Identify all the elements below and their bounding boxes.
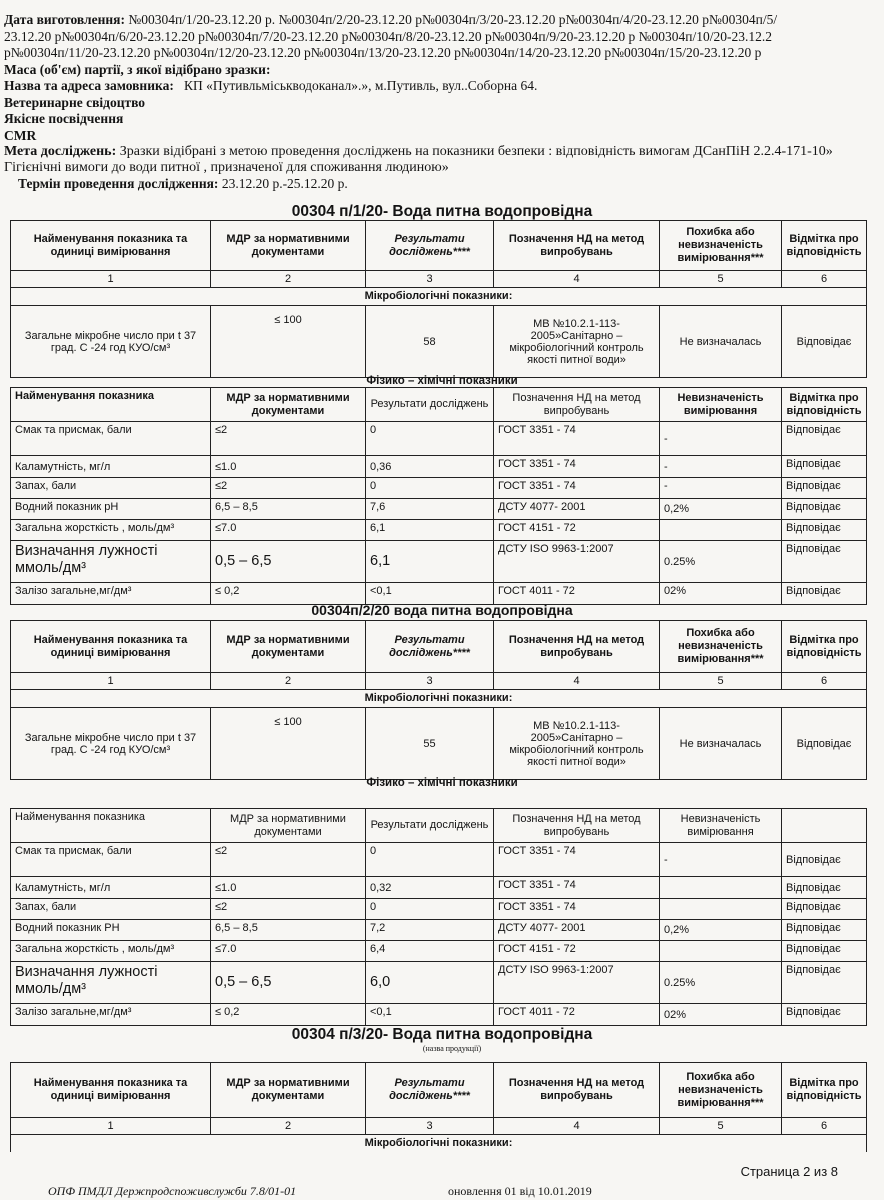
micro-result: 58: [366, 306, 494, 378]
footer-form-code: ОПФ ПМДЛ Держпродспоживслужби 7.8/01-01: [48, 1184, 297, 1198]
micro-nd: МВ №10.2.1-113-2005»Санітарно – мікробіологічний контроль якості питної води»: [494, 306, 660, 378]
term-label: Термін проведення дослідження:: [18, 176, 219, 191]
table-row-result: 6,4: [366, 941, 494, 962]
col-name-header: Найменування показника та одиниці вимірювання: [11, 221, 211, 271]
goal-value: Зразки відібрані з метою проведення досліджень на показники безпеки : відповідність вимогам ДСанПіН 2.2.4-171-10» Гігієнічні вимоги до води питної , призначеної для споживання людиною»: [4, 144, 833, 175]
manufacture-date-value-1: №00304п/1/20-23.12.20 р. №00304п/2/20-23.12.20 р№00304п/3/20-23.12.20 р№00304п/4/20-23.12.20 р№00304п/5/: [128, 12, 778, 27]
manufacture-date-label: Дата виготовлення:: [4, 12, 125, 27]
micro-name: Загальне мікробне число при t 37 град. С -24 год КУО/см³: [11, 306, 211, 378]
table-row-nd: ГОСТ 3351 - 74: [494, 843, 660, 877]
table-row-name: Залізо загальне,мг/дм³: [11, 583, 211, 605]
table-row-name: Каламутність, мг/л: [11, 877, 211, 899]
col-nd-header: Позначення НД на метод випробувань: [494, 1063, 660, 1118]
table-row-name: Водний показник рН: [11, 499, 211, 520]
table-row-nd: ГОСТ 3351 - 74: [494, 877, 660, 899]
section-1-title: 00304 п/1/20- Вода питна водопровідна: [291, 203, 593, 220]
goal-label: Мета досліджень:: [4, 144, 117, 159]
col-number: 3: [366, 1118, 494, 1135]
col-mark-header: [782, 809, 867, 843]
table-row-result: 0: [366, 843, 494, 877]
col-name-header: Найменування показника: [11, 388, 211, 422]
table-row-error: -: [660, 843, 782, 877]
table-row-nd: ГОСТ 3351 - 74: [494, 899, 660, 920]
micro-subheader: Мікробіологічні показники:: [11, 690, 867, 708]
section-3-micro-table: [10, 1062, 866, 1152]
customer-value: КП «Путивльміськводоканал».», м.Путивль, вул..Соборна 64.: [183, 78, 538, 93]
table-row-result: 6,1: [366, 520, 494, 541]
micro-mark: Відповідає: [782, 708, 867, 780]
col-number: 5: [660, 1118, 782, 1135]
table-row-name: Залізо загальне,мг/дм³: [11, 1004, 211, 1026]
table-row-error: [660, 520, 782, 541]
table-row-nd: ДСТУ 4077- 2001: [494, 499, 660, 520]
col-error-header: Невизначеність вимірювання: [660, 809, 782, 843]
col-mark-header: Відмітка про відповідність: [782, 388, 867, 422]
term-value: 23.12.20 р.-25.12.20 р.: [221, 176, 348, 191]
table-row-name: Запах, бали: [11, 899, 211, 920]
table-row-name: Визначання лужності ммоль/дм³: [11, 541, 211, 583]
table-row-result: 0,32: [366, 877, 494, 899]
section-3-subtitle: (назва продукції): [422, 1044, 482, 1053]
batch-mass-label: Маса (об'єм) партії, з якої відібрано зразки:: [4, 61, 271, 77]
table-row-error: 02%: [660, 1004, 782, 1026]
section-1-phys-table: [10, 387, 866, 605]
section-2-micro-table: [10, 620, 866, 780]
manufacture-date-value-2: 23.12.20 р№00304п/6/20-23.12.20 р№00304п/7/20-23.12.20 р№00304п/8/20-23.12.20 р№00304п/9/20-23.12.20 р №00304п/10/20-23.12.2: [4, 28, 773, 44]
col-number: 5: [660, 673, 782, 690]
col-result-header: Результати досліджень: [366, 809, 494, 843]
col-error-header: Похибка або невизначеність вимірювання***: [660, 621, 782, 673]
col-number: 3: [366, 673, 494, 690]
table-row-mdr: 6,5 – 8,5: [211, 499, 366, 520]
section-2-phys-title: Фізико – хімічні показники: [366, 777, 518, 789]
table-row-mark: Відповідає: [782, 920, 867, 941]
col-nd-header: Позначення НД на метод випробувань: [494, 388, 660, 422]
table-row-mdr: ≤2: [211, 478, 366, 499]
table-row-error: 0.25%: [660, 541, 782, 583]
col-name-header: Найменування показника: [11, 809, 211, 843]
col-number: 3: [366, 271, 494, 288]
col-number: 2: [211, 1118, 366, 1135]
table-row-nd: ДСТУ ISO 9963-1:2007: [494, 541, 660, 583]
table-row-mdr: ≤1.0: [211, 456, 366, 478]
table-row-mark: Відповідає: [782, 962, 867, 1004]
table-row-result: <0,1: [366, 1004, 494, 1026]
section-2-title: 00304п/2/20 вода питна водопровідна: [311, 602, 573, 618]
col-number: 1: [11, 271, 211, 288]
table-row-nd: ГОСТ 4011 - 72: [494, 583, 660, 605]
col-error-header: Невизначеність вимірювання: [660, 388, 782, 422]
col-mark-header: Відмітка про відповідність: [782, 1063, 867, 1118]
table-row-result: 7,2: [366, 920, 494, 941]
col-mdr-header: МДР за нормативними документами: [211, 809, 366, 843]
footer-update: оновлення 01 від 10.01.2019: [448, 1184, 592, 1198]
col-number: 4: [494, 673, 660, 690]
table-row-error: [660, 899, 782, 920]
table-row-mark: Відповідає: [782, 843, 867, 877]
table-row-nd: ДСТУ 4077- 2001: [494, 920, 660, 941]
col-mdr-header: МДР за нормативними документами: [211, 388, 366, 422]
table-row-mdr: 0,5 – 6,5: [211, 541, 366, 583]
table-row-mark: Відповідає: [782, 1004, 867, 1026]
col-nd-header: Позначення НД на метод випробувань: [494, 621, 660, 673]
col-error-header: Похибка або невизначеність вимірювання***: [660, 1063, 782, 1118]
table-row-mark: Відповідає: [782, 478, 867, 499]
table-row-error: [660, 941, 782, 962]
table-row-result: 0: [366, 478, 494, 499]
col-mdr-header: МДР за нормативними документами: [211, 221, 366, 271]
table-row-mdr: ≤2: [211, 422, 366, 456]
col-result-header: Результати досліджень****: [366, 1063, 494, 1118]
cmr-label: CMR: [4, 127, 37, 143]
table-row-mdr: ≤7.0: [211, 941, 366, 962]
col-mdr-header: МДР за нормативними документами: [211, 621, 366, 673]
table-row-mark: Відповідає: [782, 520, 867, 541]
table-row-error: 0,2%: [660, 499, 782, 520]
table-row-mdr: ≤7.0: [211, 520, 366, 541]
col-number: 1: [11, 1118, 211, 1135]
col-number: 4: [494, 1118, 660, 1135]
table-row-error: -: [660, 422, 782, 456]
table-row-mdr: ≤1.0: [211, 877, 366, 899]
table-row-error: 0.25%: [660, 962, 782, 1004]
table-row-error: 0,2%: [660, 920, 782, 941]
manufacture-date-value-3: р№00304п/11/20-23.12.20 р№00304п/12/20-23.12.20 р№00304п/13/20-23.12.20 р№00304п/14/20-23.12.20 р№00304п/15/20-23.12.20 р: [4, 45, 762, 60]
table-row-nd: ГОСТ 4011 - 72: [494, 1004, 660, 1026]
table-row-name: Загальна жорсткість , моль/дм³: [11, 520, 211, 541]
document-header: [4, 12, 882, 193]
table-row-name: Загальна жорсткість , моль/дм³: [11, 941, 211, 962]
table-row-mark: Відповідає: [782, 541, 867, 583]
table-row-error: -: [660, 456, 782, 478]
col-number: 2: [211, 673, 366, 690]
table-row-nd: ГОСТ 4151 - 72: [494, 520, 660, 541]
micro-mark: Відповідає: [782, 306, 867, 378]
section-3-title: 00304 п/3/20- Вода питна водопровідна: [291, 1026, 593, 1043]
table-row-name: Водний показник РН: [11, 920, 211, 941]
col-number: 6: [782, 271, 867, 288]
table-row-mark: Відповідає: [782, 422, 867, 456]
customer-label: Назва та адреса замовника:: [4, 78, 174, 93]
table-row-result: 6,0: [366, 962, 494, 1004]
col-error-header: Похибка або невизначеність вимірювання***: [660, 221, 782, 271]
col-number: 6: [782, 1118, 867, 1135]
micro-error: Не визначалась: [660, 306, 782, 378]
col-number: 4: [494, 271, 660, 288]
col-nd-header: Позначення НД на метод випробувань: [494, 809, 660, 843]
micro-error: Не визначалась: [660, 708, 782, 780]
col-name-header: Найменування показника та одиниці вимірювання: [11, 621, 211, 673]
col-number: 2: [211, 271, 366, 288]
table-row-name: Запах, бали: [11, 478, 211, 499]
table-row-result: 0: [366, 422, 494, 456]
col-number: 1: [11, 673, 211, 690]
section-1-micro-table: [10, 220, 866, 378]
table-row-mdr: ≤2: [211, 843, 366, 877]
table-row-nd: ГОСТ 3351 - 74: [494, 456, 660, 478]
vet-certificate-label: Ветеринарне свідоцтво: [4, 94, 146, 110]
micro-nd: МВ №10.2.1-113-2005»Санітарно – мікробіологічний контроль якості питної води»: [494, 708, 660, 780]
col-mdr-header: МДР за нормативними документами: [211, 1063, 366, 1118]
table-row-name: Каламутність, мг/л: [11, 456, 211, 478]
section-2-phys-table: [10, 808, 866, 1026]
table-row-mdr: ≤2: [211, 899, 366, 920]
table-row-error: -: [660, 478, 782, 499]
table-row-nd: ДСТУ ISO 9963-1:2007: [494, 962, 660, 1004]
table-row-result: <0,1: [366, 583, 494, 605]
col-mark-header: Відмітка про відповідність: [782, 221, 867, 271]
table-row-mdr: 6,5 – 8,5: [211, 920, 366, 941]
table-row-mark: Відповідає: [782, 877, 867, 899]
table-row-error: 02%: [660, 583, 782, 605]
col-name-header: Найменування показника та одиниці вимірювання: [11, 1063, 211, 1118]
micro-name: Загальне мікробне число при t 37 град. С -24 год КУО/см³: [11, 708, 211, 780]
table-row-mark: Відповідає: [782, 456, 867, 478]
table-row-mark: Відповідає: [782, 899, 867, 920]
page-number: Страница 2 из 8: [740, 1164, 838, 1179]
col-result-header: Результати досліджень****: [366, 221, 494, 271]
table-row-mdr: 0,5 – 6,5: [211, 962, 366, 1004]
table-row-nd: ГОСТ 4151 - 72: [494, 941, 660, 962]
micro-mdr: ≤ 100: [211, 306, 366, 378]
table-row-mdr: ≤ 0,2: [211, 1004, 366, 1026]
table-row-result: 0: [366, 899, 494, 920]
manufacture-date-line: [4, 12, 882, 29]
micro-result: 55: [366, 708, 494, 780]
section-1-phys-title: Фізико – хімічні показники: [366, 375, 518, 387]
table-row-result: 0,36: [366, 456, 494, 478]
col-nd-header: Позначення НД на метод випробувань: [494, 221, 660, 271]
table-row-result: 7,6: [366, 499, 494, 520]
col-number: 5: [660, 271, 782, 288]
col-number: 6: [782, 673, 867, 690]
col-result-header: Результати досліджень****: [366, 621, 494, 673]
micro-mdr: ≤ 100: [211, 708, 366, 780]
table-row-mdr: ≤ 0,2: [211, 583, 366, 605]
micro-subheader: Мікробіологічні показники:: [11, 288, 867, 306]
table-row-error: [660, 877, 782, 899]
table-row-mark: Відповідає: [782, 499, 867, 520]
table-row-name: Смак та присмак, бали: [11, 422, 211, 456]
table-row-name: Визначання лужності ммоль/дм³: [11, 962, 211, 1004]
table-row-result: 6,1: [366, 541, 494, 583]
table-row-mark: Відповідає: [782, 941, 867, 962]
table-row-name: Смак та присмак, бали: [11, 843, 211, 877]
table-row-mark: Відповідає: [782, 583, 867, 605]
quality-certificate-label: Якісне посвідчення: [4, 111, 124, 126]
table-row-nd: ГОСТ 3351 - 74: [494, 478, 660, 499]
table-row-nd: ГОСТ 3351 - 74: [494, 422, 660, 456]
col-mark-header: Відмітка про відповідність: [782, 621, 867, 673]
col-result-header: Результати досліджень: [366, 388, 494, 422]
micro-subheader: Мікробіологічні показники:: [11, 1135, 867, 1152]
